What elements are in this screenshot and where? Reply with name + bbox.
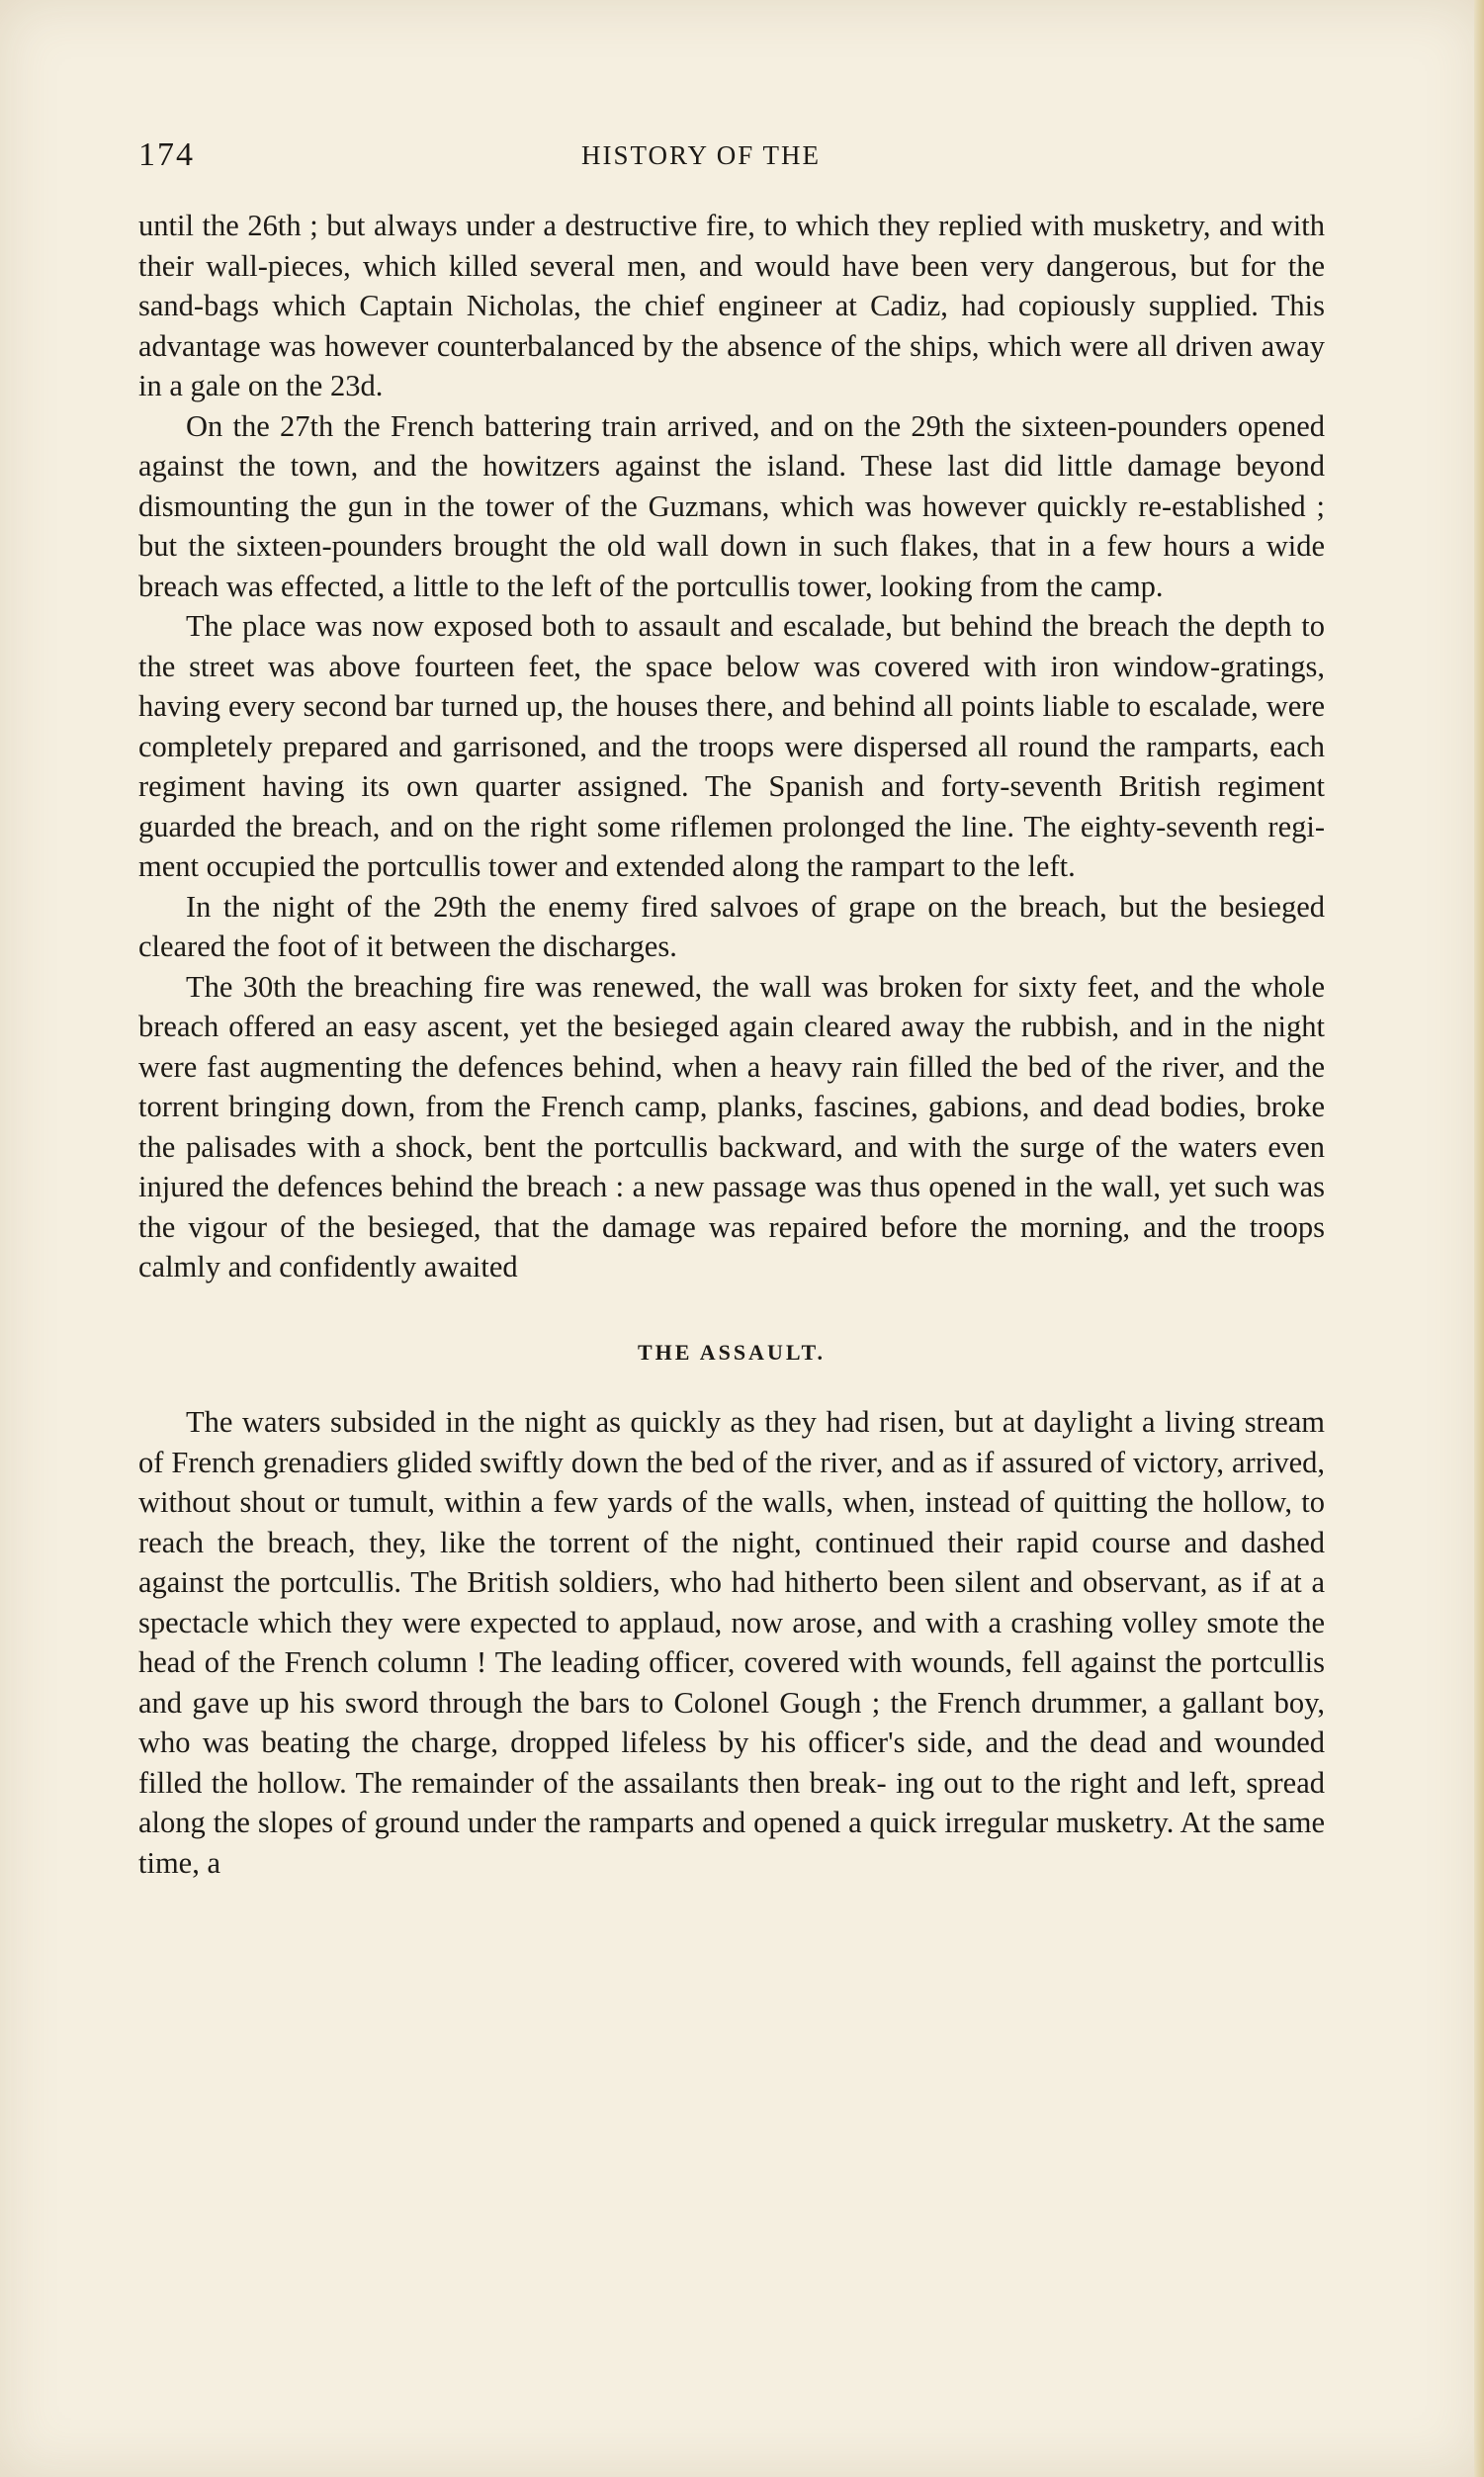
paragraph: The 30th the breaching fire was renewed, the wall was broken for sixty feet, and the whole breach offered an easy ascent, yet the besieged again cleared away the rubbish, and in the night were fast augmenting the defences behind, when a heavy rain filled the bed of the river, and the torrent bringing down, from the French camp, planks, fascines, gabions, and dead bodies, broke the palisades with a shock, bent the portcullis backward, and with the surge of the waters even injured the defences behind the breach : a new passage was thus opened in the wall, yet such was the vigour of the besieged, that the damage was repaired before the morning, and the troops calmly and confidently awaited xyxy=(138,969,1325,1283)
paragraph: The place was now exposed both to assault and escalade, but behind the breach the depth to the street was above fourteen feet, the space below was covered with iron window-gratings, having every second bar turned up, the houses there, and behind all points liable to escalade, were completely prepared and garrisoned, and the troops were dispersed all round the ramparts, each regiment having its own quarter assigned. The Spanish and forty-seventh British regiment guarded the breach, and on the right some riflemen prolonged the line. The eighty-seventh regi- ment occupied the portcullis tower and extended along the rampart to the left. xyxy=(138,609,1325,883)
body-text xyxy=(138,206,1325,1883)
paragraph: In the night of the 29th the enemy fired salvoes of grape on the breach, but the besieged cleared the foot of it between the discharges. xyxy=(138,889,1325,963)
paragraph: until the 26th ; but always under a destructive fire, to which they replied with musketry, and with their wall-pieces, which killed several men, and would have been very dangerous, but for the sand-bags which Captain Nicholas, the chief engineer at Cadiz, had copiously supplied. This advantage was however counterbalanced by the absence of the ships, which were all driven away in a gale on the 23d. xyxy=(138,209,1325,402)
page-edge xyxy=(1474,0,1484,2477)
running-head: HISTORY OF THE xyxy=(581,140,822,170)
paragraph: The waters subsided in the night as quickly as they had risen, but at daylight a living stream of French grenadiers glided swiftly down the bed of the river, and as if assured of victory, arrived, without shout or tumult, within a few yards of the walls, when, instead of quitting the hollow, to reach the breach, they, like the torrent of the night, continued their rapid course and dashed against the portcullis. The British soldiers, who had hitherto been silent and observant, as if at a spectacle which they were expected to applaud, now arose, and with a crashing volley smote the head of the French column ! The leading officer, covered with wounds, fell against the portcullis and gave up his sword through the bars to Colonel Gough ; the French drummer, a gallant boy, who was beating the charge, dropped lifeless by his officer's side, and the dead and wounded filled the hollow. The remainder of the assailants then break- ing out to the right and left, spread along the slopes of ground under the ramparts and opened a quick irregular musketry. At the same time, a xyxy=(138,1405,1325,1880)
page-header xyxy=(138,136,1325,186)
page-number: 174 xyxy=(138,136,195,173)
section-heading: THE ASSAULT. xyxy=(637,1339,827,1365)
paragraph: On the 27th the French battering train arrived, and on the 29th the sixteen-pounders opened against the town, and the howitzers against the island. These last did little damage beyond dismounting the gun in the tower of the Guzmans, which was however quickly re-established ; but the sixteen-pounders brought the old wall down in such flakes, that in a few hours a wide breach was effected, a little to the left of the portcullis tower, looking from the camp. xyxy=(138,408,1325,603)
